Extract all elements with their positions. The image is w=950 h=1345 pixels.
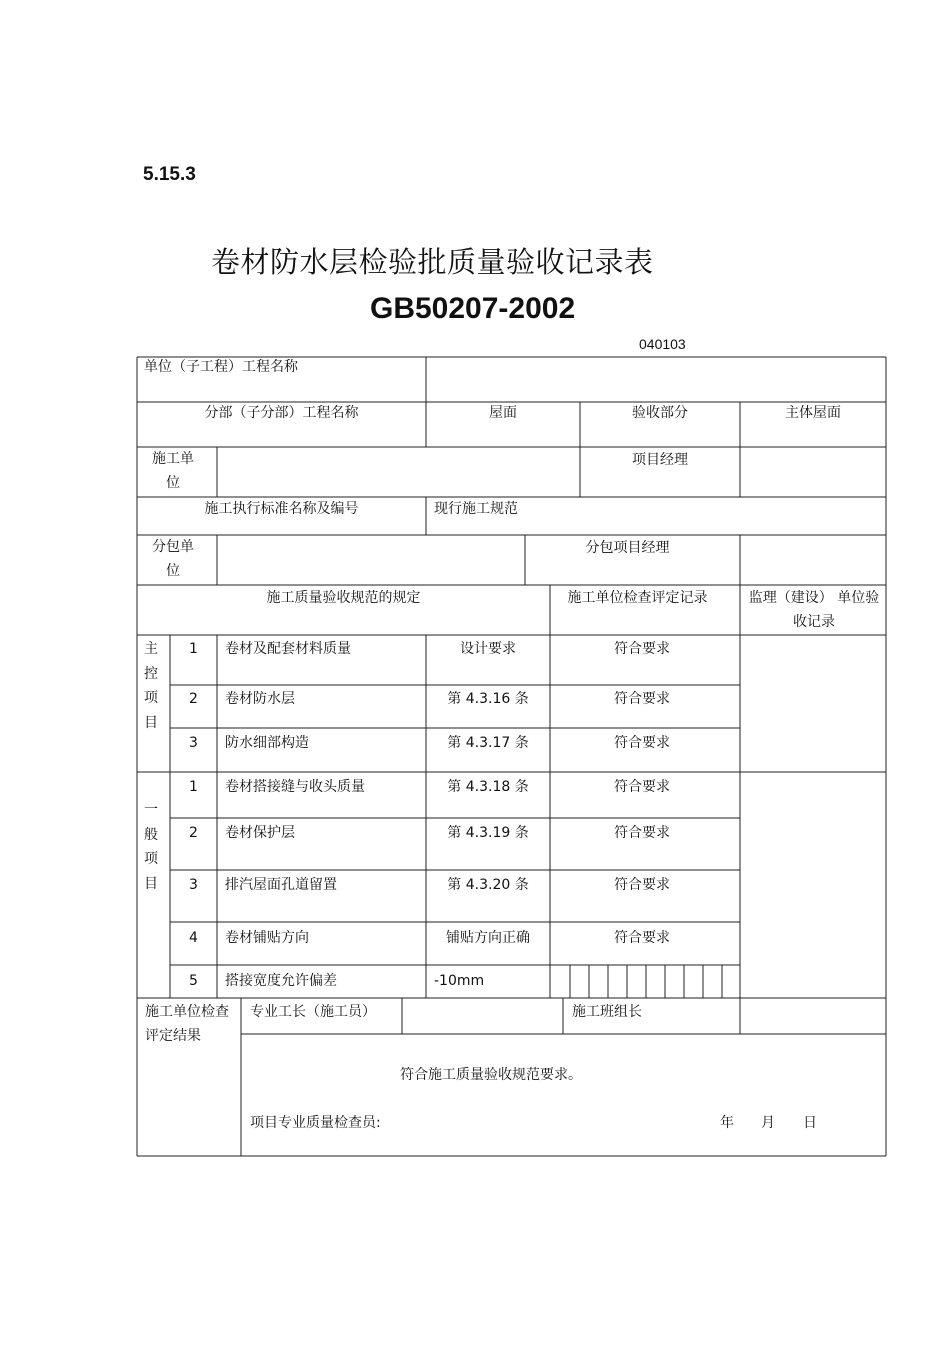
general-item-name: 排汽屋面孔道留置 [225,877,337,893]
general-item-no: 1 [189,779,198,795]
main-control-group-label: 主控项目 [144,641,158,731]
general-item-result[interactable]: 符合要求 [614,825,670,841]
main-item-name: 卷材及配套材料质量 [225,641,351,657]
general-item-spec: 第 4.3.19 条 [447,825,529,841]
day-label: 日 [803,1115,817,1131]
general-item-spec: 第 4.3.18 条 [447,779,529,795]
month-label: 月 [761,1115,775,1131]
unit-project-label: 单位（子工程）工程名称 [144,359,298,375]
main-item-spec: 设计要求 [460,641,516,657]
main-item-name: 卷材防水层 [225,691,295,707]
inspector-label: 项目专业质量检查员: [250,1115,381,1131]
section-number: 5.15.3 [143,164,196,185]
sub-project-label: 分部（子分部）工程名称 [204,405,359,421]
contractor-label: 施工单位 [152,451,194,491]
year-label: 年 [720,1115,734,1131]
sub-manager-label: 分包项目经理 [585,540,670,556]
standard-label: 施工执行标准名称及编号 [204,501,359,517]
main-item-no: 1 [189,641,198,657]
general-item-result[interactable]: 符合要求 [614,779,670,795]
main-item-spec: 第 4.3.17 条 [447,735,529,751]
standard-value[interactable]: 现行施工规范 [434,501,518,517]
contractor-record-header: 施工单位检查评定记录 [567,590,708,606]
general-item-result[interactable]: 符合要求 [614,930,670,946]
conclusion-text: 符合施工质量验收规范要求。 [400,1067,582,1083]
main-item-result[interactable]: 符合要求 [614,691,670,707]
main-item-no: 2 [189,691,198,707]
main-item-result[interactable]: 符合要求 [614,641,670,657]
general-item-name: 搭接宽度允许偏差 [225,973,337,989]
main-item-no: 3 [189,735,198,751]
acceptance-part-label: 验收部分 [632,405,688,421]
sub-project-value[interactable]: 屋面 [489,405,517,421]
supervisor-record-header: 监理（建设） 单位验收记录 [748,590,880,630]
general-item-spec: -10mm [434,973,485,989]
general-group-label: 一般项目 [144,802,158,892]
form-code: 040103 [639,336,686,352]
general-item-no: 5 [189,973,198,989]
general-item-no: 4 [189,930,198,946]
page-title: 卷材防水层检验批质量验收记录表 [211,245,654,279]
standard-code: GB50207-2002 [370,292,576,325]
team-leader-label: 施工班组长 [572,1004,642,1020]
general-item-spec: 铺贴方向正确 [446,930,530,946]
main-item-name: 防水细部构造 [225,735,309,751]
result-label: 施工单位检查评定结果 [145,1004,229,1044]
general-item-result[interactable]: 符合要求 [614,877,670,893]
general-item-spec: 第 4.3.20 条 [447,877,529,893]
foreman-label: 专业工长（施工员） [250,1004,376,1020]
general-item-name: 卷材铺贴方向 [225,930,309,946]
main-item-spec: 第 4.3.16 条 [447,691,529,707]
general-item-name: 卷材保护层 [225,825,295,841]
spec-column-header: 施工质量验收规范的规定 [266,590,421,606]
general-item-no: 3 [189,877,198,893]
acceptance-part-value[interactable]: 主体屋面 [785,405,841,421]
main-item-result[interactable]: 符合要求 [614,735,670,751]
general-item-name: 卷材搭接缝与收头质量 [225,779,365,795]
subcontractor-label: 分包单位 [152,539,194,579]
project-manager-label: 项目经理 [632,452,688,468]
general-item-no: 2 [189,825,198,841]
